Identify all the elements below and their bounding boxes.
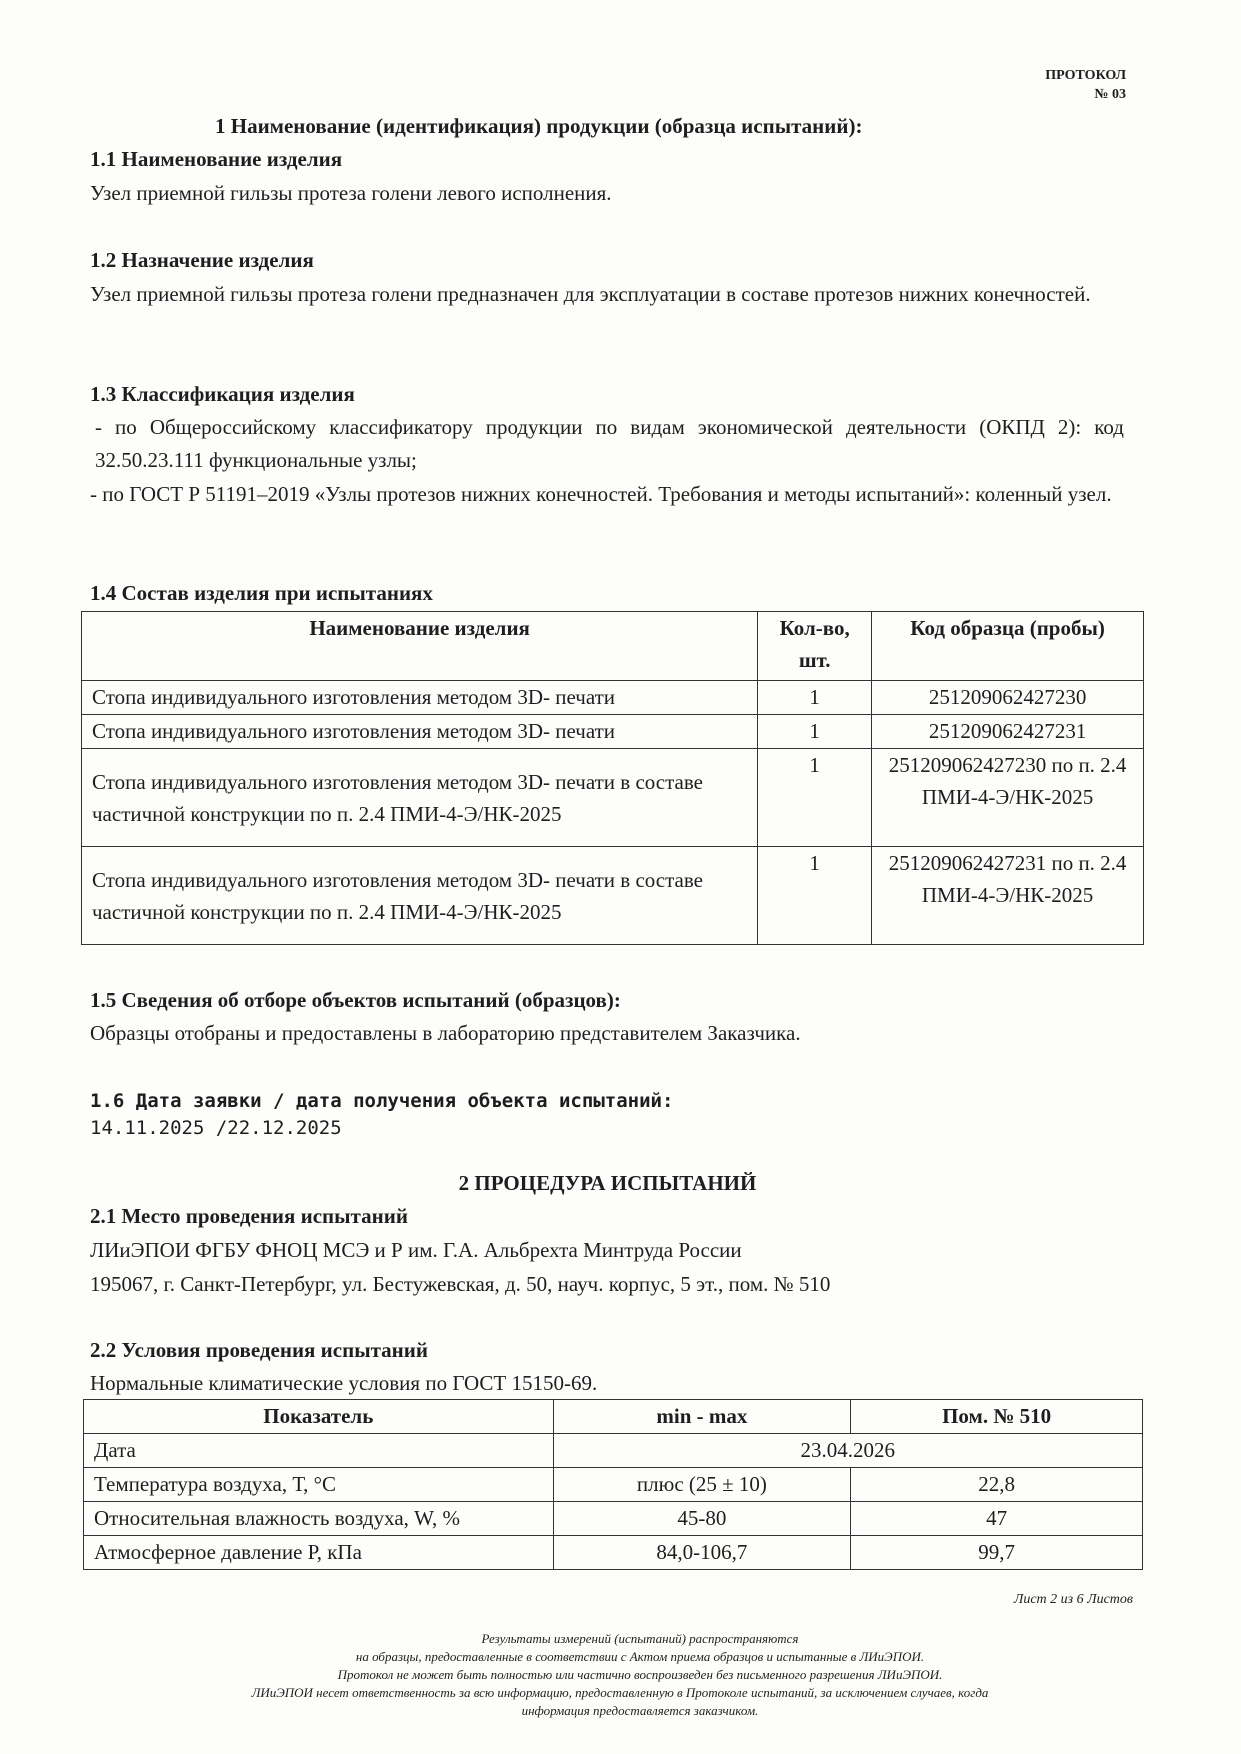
col-range-header: min - max — [553, 1400, 851, 1434]
footer-line: Протокол не может быть полностью или частично воспроизведен без письменного разрешения ЛИиЭПОИ. — [337, 1667, 943, 1682]
row-qty: 1 — [758, 749, 872, 847]
protocol-number: № 03 — [1094, 87, 1126, 102]
s1-6-heading: 1.6 Дата заявки / дата получения объекта испытаний: — [90, 1090, 674, 1112]
table-row — [82, 749, 1144, 847]
col-room-header: Пом. № 510 — [851, 1400, 1143, 1434]
section2-title: 2 ПРОЦЕДУРА ИСПЫТАНИЙ — [458, 1171, 757, 1195]
table-header-row — [82, 612, 1144, 681]
row-code: 251209062427231 — [872, 715, 1144, 749]
row-code: 251209062427231 по п. 2.4 ПМИ-4-Э/НК-2025 — [872, 847, 1144, 945]
s1-1-text: Узел приемной гильзы протеза голени левого исполнения. — [90, 181, 612, 205]
footer-line: ЛИиЭПОИ несет ответственность за всю информацию, предоставленную в Протоколе испытаний, за исключением случаев, когда — [251, 1685, 989, 1700]
footer-line: информация предоставляется заказчиком. — [521, 1703, 759, 1718]
indicator-range: 45-80 — [553, 1502, 851, 1536]
indicator-name: Температура воздуха, Т, °С — [84, 1468, 554, 1502]
s1-2-text: Узел приемной гильзы протеза голени предназначен для эксплуатации в составе протезов нижних конечностей. — [90, 282, 1091, 306]
indicator-name: Относительная влажность воздуха, W, % — [84, 1502, 554, 1536]
sheet-number: Лист 2 из 6 Листов — [1013, 1592, 1133, 1607]
indicator-value: 99,7 — [851, 1536, 1143, 1570]
conditions-date-row — [84, 1434, 1143, 1468]
s2-1-line2: 195067, г. Санкт-Петербург, ул. Бестужевская, д. 50, науч. корпус, 5 эт., пом. № 510 — [90, 1272, 831, 1296]
indicator-name: Атмосферное давление Р, кПа — [84, 1536, 554, 1570]
s1-5-heading: 1.5 Сведения об отборе объектов испытаний (образцов): — [90, 988, 621, 1012]
col-indicator-header: Показатель — [84, 1400, 554, 1434]
indicator-value: 47 — [851, 1502, 1143, 1536]
s2-1-heading: 2.1 Место проведения испытаний — [90, 1204, 408, 1228]
row-code: 251209062427230 по п. 2.4 ПМИ-4-Э/НК-2025 — [872, 749, 1144, 847]
footer-line: на образцы, предоставленные в соответствии с Актом приема образцов и испытанные в ЛИиЭПОИ. — [355, 1649, 925, 1664]
section1-title: 1 Наименование (идентификация) продукции (образца испытаний): — [215, 114, 863, 138]
footer-disclaimer — [170, 1630, 1110, 1720]
date-label: Дата — [84, 1434, 554, 1468]
table-row — [84, 1468, 1143, 1502]
table-row — [82, 847, 1144, 945]
s2-1-line1: ЛИиЭПОИ ФГБУ ФНОЦ МСЭ и Р им. Г.А. Альбрехта Минтруда России — [90, 1238, 742, 1262]
row-code: 251209062427230 — [872, 681, 1144, 715]
conditions-header-row — [84, 1400, 1143, 1434]
protocol-label: ПРОТОКОЛ — [1045, 68, 1126, 83]
col-qty-header: Кол-во, шт. — [758, 612, 872, 681]
s1-5-text: Образцы отобраны и предоставлены в лабораторию представителем Заказчика. — [90, 1021, 801, 1045]
s1-3-heading: 1.3 Классификация изделия — [90, 382, 355, 406]
row-name: Стопа индивидуального изготовления методом 3D- печати в составе частичной конструкции по п. 2.4 ПМИ-4-Э/НК-2025 — [82, 749, 758, 847]
col-code-header: Код образца (пробы) — [872, 612, 1144, 681]
s2-2-text: Нормальные климатические условия по ГОСТ 15150-69. — [90, 1371, 598, 1395]
indicator-range: 84,0-106,7 — [553, 1536, 851, 1570]
footer-line: Результаты измерений (испытаний) распространяются — [481, 1631, 799, 1646]
date-value: 23.04.2026 — [553, 1434, 1142, 1468]
indicator-range: плюс (25 ± 10) — [553, 1468, 851, 1502]
table-row — [82, 715, 1144, 749]
s1-1-heading: 1.1 Наименование изделия — [90, 147, 343, 171]
indicator-value: 22,8 — [851, 1468, 1143, 1502]
row-name: Стопа индивидуального изготовления методом 3D- печати — [82, 681, 758, 715]
row-qty: 1 — [758, 847, 872, 945]
s1-6-text: 14.11.2025 /22.12.2025 — [90, 1117, 342, 1139]
row-qty: 1 — [758, 681, 872, 715]
s2-2-heading: 2.2 Условия проведения испытаний — [90, 1338, 428, 1362]
row-qty: 1 — [758, 715, 872, 749]
s1-3-item-okpd: - по Общероссийскому классификатору продукции по видам экономической деятельности (ОКПД 2): код 32.50.23.111 функциональные узлы; — [95, 415, 1124, 472]
composition-table — [81, 611, 1144, 945]
table-row — [84, 1536, 1143, 1570]
table-row — [82, 681, 1144, 715]
s1-4-heading: 1.4 Состав изделия при испытаниях — [90, 581, 433, 605]
protocol-header — [1045, 66, 1126, 104]
s1-3-item-gost: - по ГОСТ Р 51191–2019 «Узлы протезов нижних конечностей. Требования и методы испытаний»: коленный узел. — [90, 482, 1112, 506]
row-name: Стопа индивидуального изготовления методом 3D- печати в составе частичной конструкции по п. 2.4 ПМИ-4-Э/НК-2025 — [82, 847, 758, 945]
table-row — [84, 1502, 1143, 1536]
s1-2-heading: 1.2 Назначение изделия — [90, 248, 314, 272]
col-name-header: Наименование изделия — [82, 612, 758, 681]
row-name: Стопа индивидуального изготовления методом 3D- печати — [82, 715, 758, 749]
conditions-table — [83, 1399, 1143, 1570]
